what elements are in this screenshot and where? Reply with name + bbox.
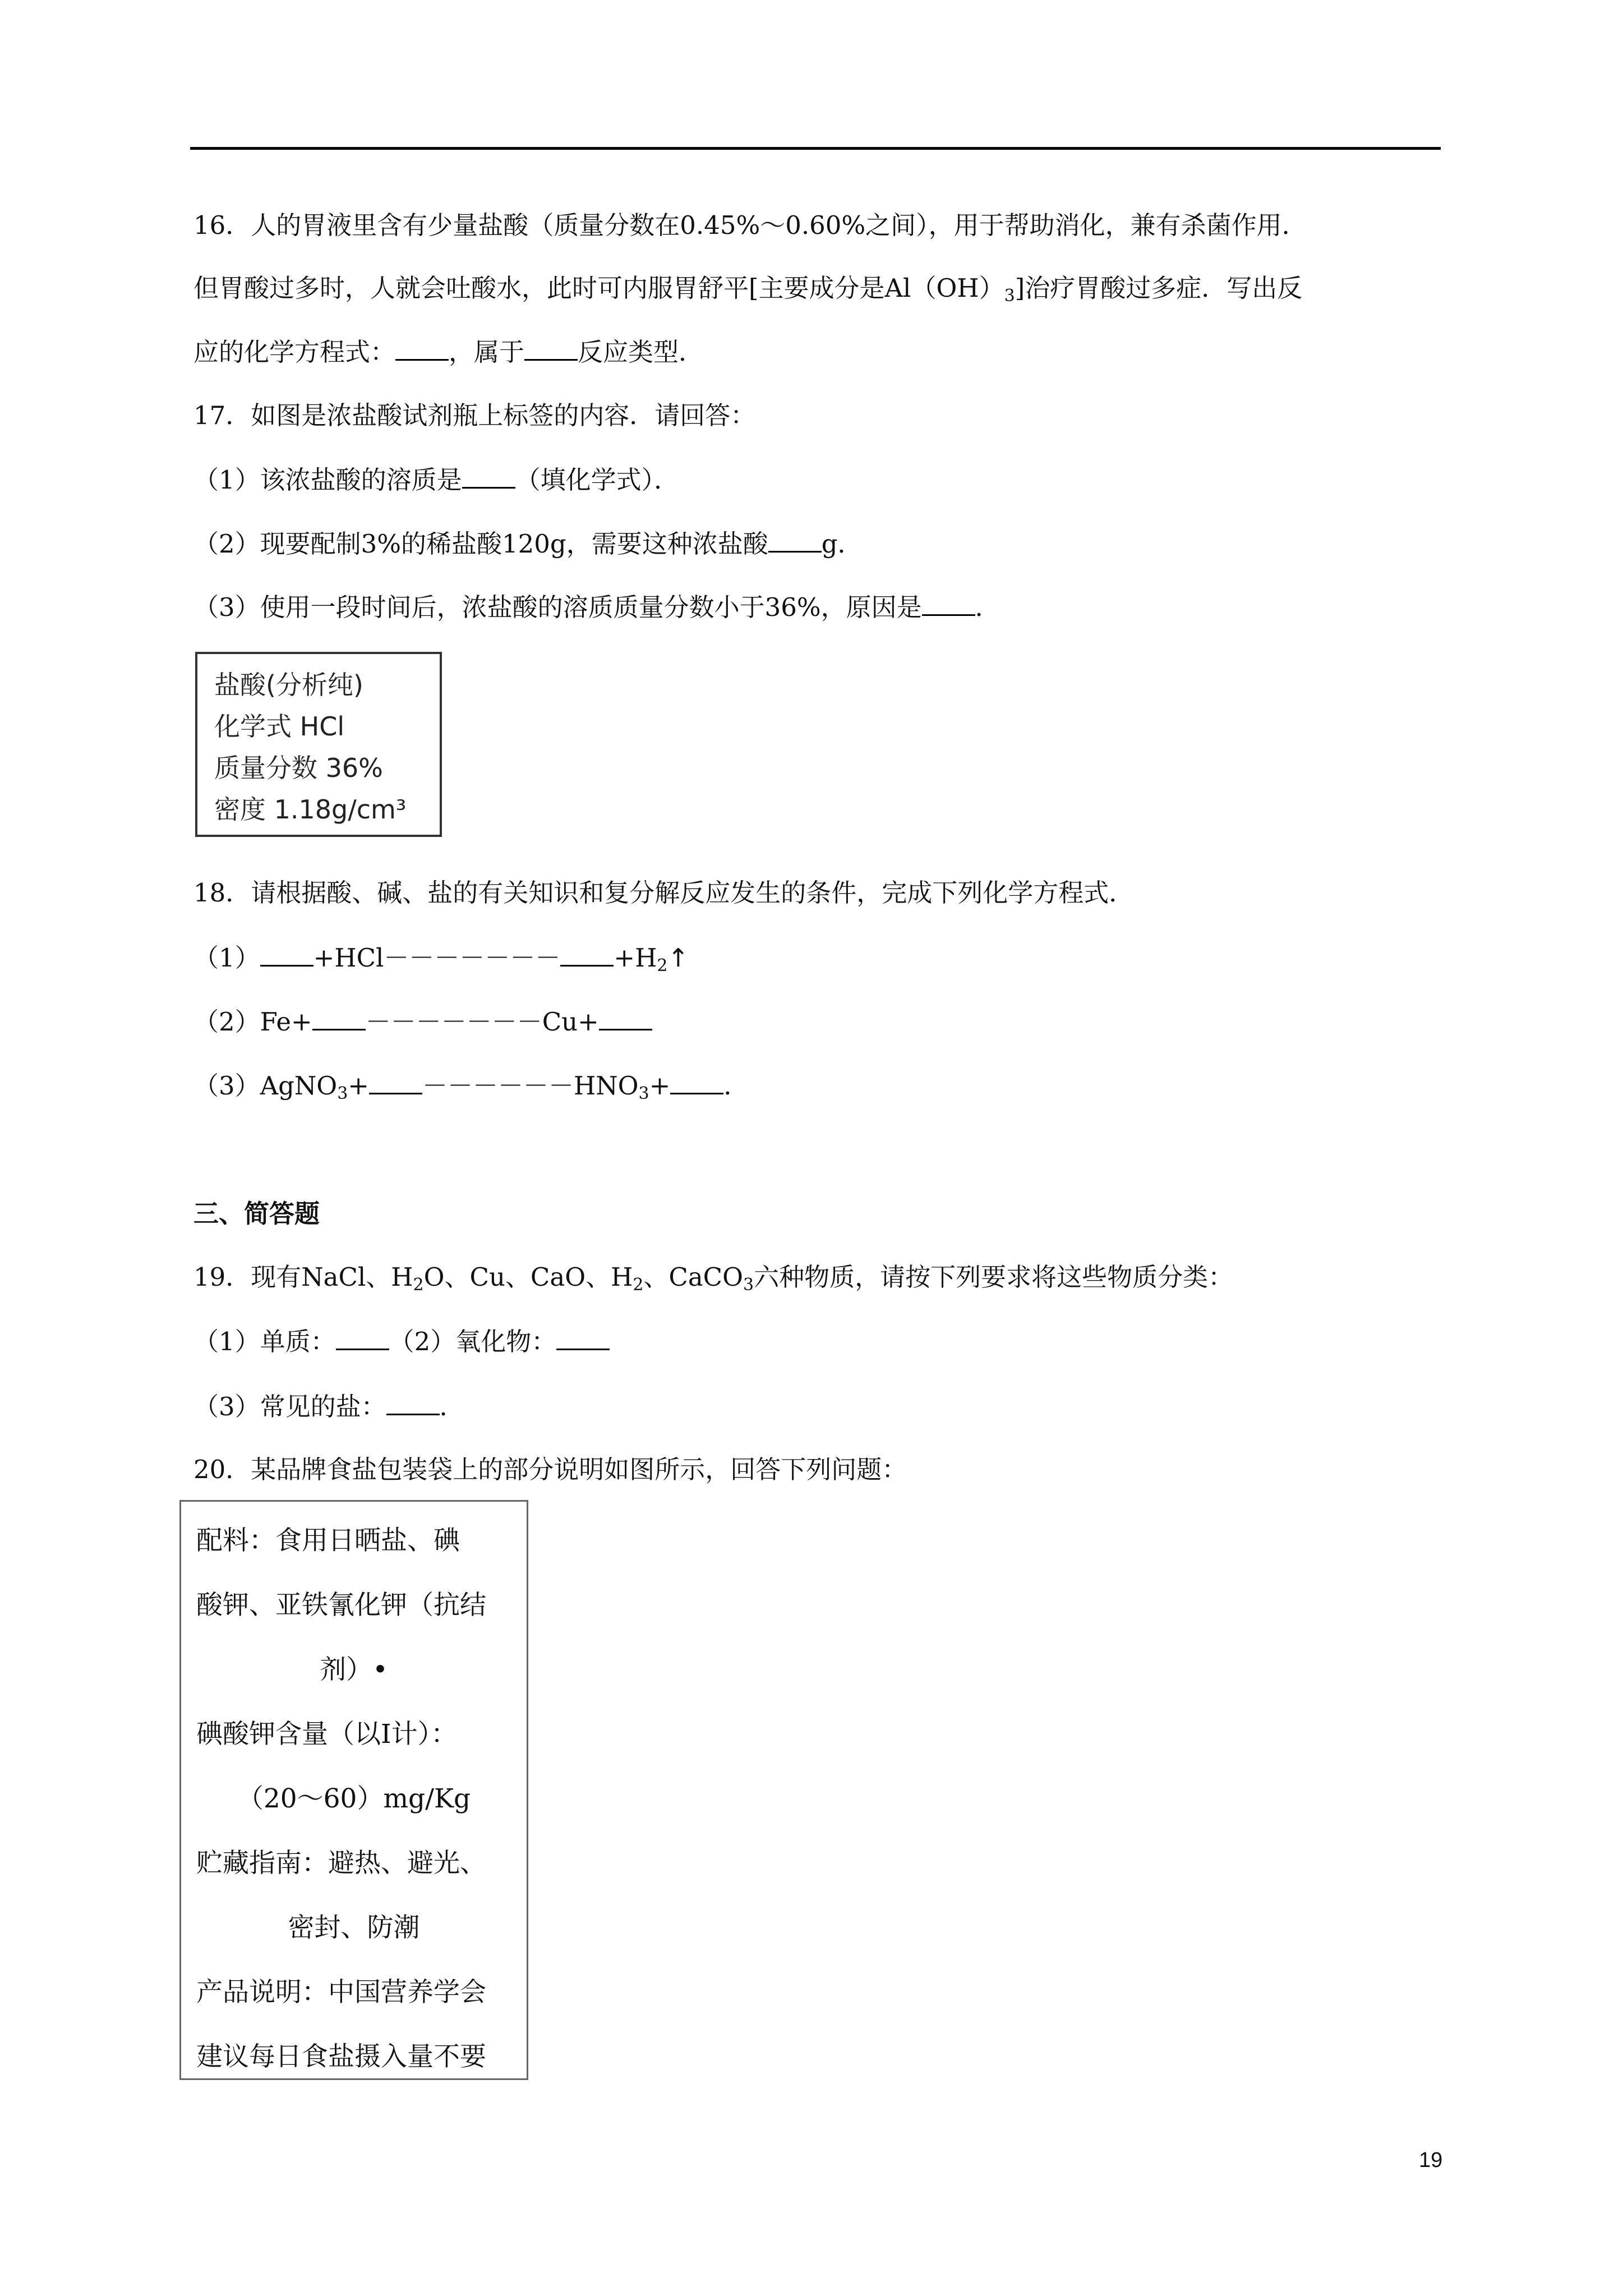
salt-package-label xyxy=(179,1500,528,2080)
q19-subscript-2: 2 xyxy=(633,1275,644,1295)
q18-blank-3b[interactable] xyxy=(670,1071,723,1094)
q16-text-2a: 但胃酸过多时，人就会吐酸水，此时可内服胃舒平[主要成分是Al（OH） xyxy=(193,273,1004,303)
q18-p3-subscript-2: 3 xyxy=(638,1084,649,1103)
q17-stem xyxy=(193,399,755,432)
q16-blank-equation[interactable] xyxy=(395,338,449,361)
q16-line-2 xyxy=(193,272,1302,313)
q17-part-1 xyxy=(193,463,679,497)
q18-p3-text-b: + xyxy=(348,1071,370,1101)
q18-blank-2b[interactable] xyxy=(599,1007,652,1030)
q17-stem-text: 17．如图是浓盐酸试剂瓶上标签的内容．请回答： xyxy=(193,401,756,430)
header-rule xyxy=(190,147,1441,150)
q17-part-2 xyxy=(193,527,863,561)
q18-p3-text-d: + xyxy=(649,1071,671,1101)
q17-p2-text-a: （2）现要配制3%的稀盐酸120g，需要这种浓盐酸 xyxy=(193,529,768,559)
q18-blank-1a[interactable] xyxy=(260,944,313,967)
q16-line-1 xyxy=(193,209,1307,242)
q18-p3-text-c: －－－－－－HNO xyxy=(422,1071,639,1101)
label-line-formula: 化学式 HCl xyxy=(214,711,345,742)
q19-stem-d: 六种物质，请按下列要求将这些物质分类： xyxy=(754,1262,1234,1292)
q17-blank-2[interactable] xyxy=(768,530,822,553)
q18-part-2 xyxy=(193,1005,652,1039)
q18-p1-text-a: （1） xyxy=(193,943,260,973)
q17-part-3 xyxy=(193,591,1000,624)
page-number: 19 xyxy=(1419,2148,1443,2172)
label-line-density: 密度 1.18g/cm³ xyxy=(214,794,407,825)
salt-label-line-2: 酸钾、亚铁氰化钾（抗结 xyxy=(196,1590,486,1621)
q18-stem-text: 18．请根据酸、碱、盐的有关知识和复分解反应发生的条件，完成下列化学方程式． xyxy=(193,878,1135,908)
salt-label-line-7: 密封、防潮 xyxy=(288,1912,420,1943)
salt-label-line-8: 产品说明：中国营养学会 xyxy=(196,1977,486,2008)
q19-p1-text: （1）单质： xyxy=(193,1327,336,1356)
q16-line-3 xyxy=(193,335,704,369)
q16-text-2b: ]治疗胃酸过多症．写出反 xyxy=(1015,273,1303,303)
q18-blank-1b[interactable] xyxy=(560,944,614,967)
label-line-name: 盐酸(分析纯) xyxy=(214,670,363,700)
q16-text-1: 16．人的胃液里含有少量盐酸（质量分数在0.45%～0.60%之间），用于帮助消化，兼有杀菌作用． xyxy=(193,210,1307,240)
q20-stem-text: 20．某品牌食盐包装袋上的部分说明如图所示，回答下列问题： xyxy=(193,1455,907,1484)
q16-text-3c: 反应类型． xyxy=(578,337,704,367)
label-line-mass-fraction: 质量分数 36% xyxy=(214,753,383,783)
q18-part-3 xyxy=(193,1069,749,1111)
salt-label-line-1: 配料：食用日晒盐、碘 xyxy=(196,1525,460,1556)
q16-text-3a: 应的化学方程式： xyxy=(193,337,396,367)
q18-part-1 xyxy=(193,941,689,983)
q17-p3-text-a: （3）使用一段时间后，浓盐酸的溶质质量分数小于36%，原因是 xyxy=(193,592,922,622)
q18-blank-2a[interactable] xyxy=(312,1007,366,1030)
q17-blank-1[interactable] xyxy=(462,466,515,489)
q18-p2-text-b: －－－－－－－Cu+ xyxy=(365,1007,599,1037)
q19-stem xyxy=(193,1260,1233,1302)
q16-blank-type[interactable] xyxy=(524,338,578,361)
q18-p2-text-a: （2）Fe+ xyxy=(193,1007,312,1037)
q19-subscript-3: 3 xyxy=(743,1275,754,1295)
salt-label-line-3: 剂）• xyxy=(320,1654,388,1685)
salt-label-line-9: 建议每日食盐摄入量不要 xyxy=(196,2041,486,2072)
q18-p1-text-c: +H xyxy=(614,943,657,973)
q17-p1-text-a: （1）该浓盐酸的溶质是 xyxy=(193,465,462,495)
gas-arrow-icon: ↑ xyxy=(667,943,689,973)
q19-stem-b: O、Cu、CaO、H xyxy=(423,1262,633,1292)
salt-label-line-4: 碘酸钾含量（以Ⅰ计）： xyxy=(196,1719,458,1750)
q19-p3-text-b: ． xyxy=(439,1392,465,1421)
section-title xyxy=(193,1197,320,1231)
q17-p2-text-b: g． xyxy=(821,529,863,559)
q19-part-3 xyxy=(193,1390,465,1424)
q17-p1-text-b: （填化学式）． xyxy=(515,465,680,495)
q19-stem-c: 、CaCO xyxy=(643,1262,744,1292)
q19-blank-2[interactable] xyxy=(556,1327,610,1350)
q19-stem-a: 19．现有NaCl、H xyxy=(193,1262,413,1292)
q19-p3-text-a: （3）常见的盐： xyxy=(193,1392,386,1421)
q19-p2-text: （2）氧化物： xyxy=(389,1327,557,1356)
q19-blank-3[interactable] xyxy=(386,1392,440,1415)
q17-p3-text-b: ． xyxy=(975,592,1000,622)
q18-p3-text-e: ． xyxy=(723,1071,749,1101)
q19-blank-1[interactable] xyxy=(336,1327,389,1350)
q18-p1-text-b: +HCl－－－－－－－ xyxy=(313,943,561,973)
q18-p3-subscript-1: 3 xyxy=(337,1084,348,1103)
q19-part-1-2 xyxy=(193,1325,610,1359)
q18-stem xyxy=(193,876,1134,910)
section-title-text: 三、简答题 xyxy=(193,1199,320,1228)
q18-blank-3a[interactable] xyxy=(369,1071,422,1094)
q18-p1-subscript: 2 xyxy=(657,956,668,976)
q19-subscript-1: 2 xyxy=(413,1275,424,1295)
q16-subscript: 3 xyxy=(1004,286,1015,306)
q20-stem xyxy=(193,1453,907,1487)
salt-label-line-5: （20～60）mg/Kg xyxy=(237,1783,471,1814)
q17-blank-3[interactable] xyxy=(922,593,975,616)
salt-label-line-6: 贮藏指南：避热、避光、 xyxy=(196,1848,486,1879)
q18-p3-text-a: （3）AgNO xyxy=(193,1071,338,1101)
q16-text-3b: ，属于 xyxy=(449,337,525,367)
reagent-label-image xyxy=(195,652,442,837)
